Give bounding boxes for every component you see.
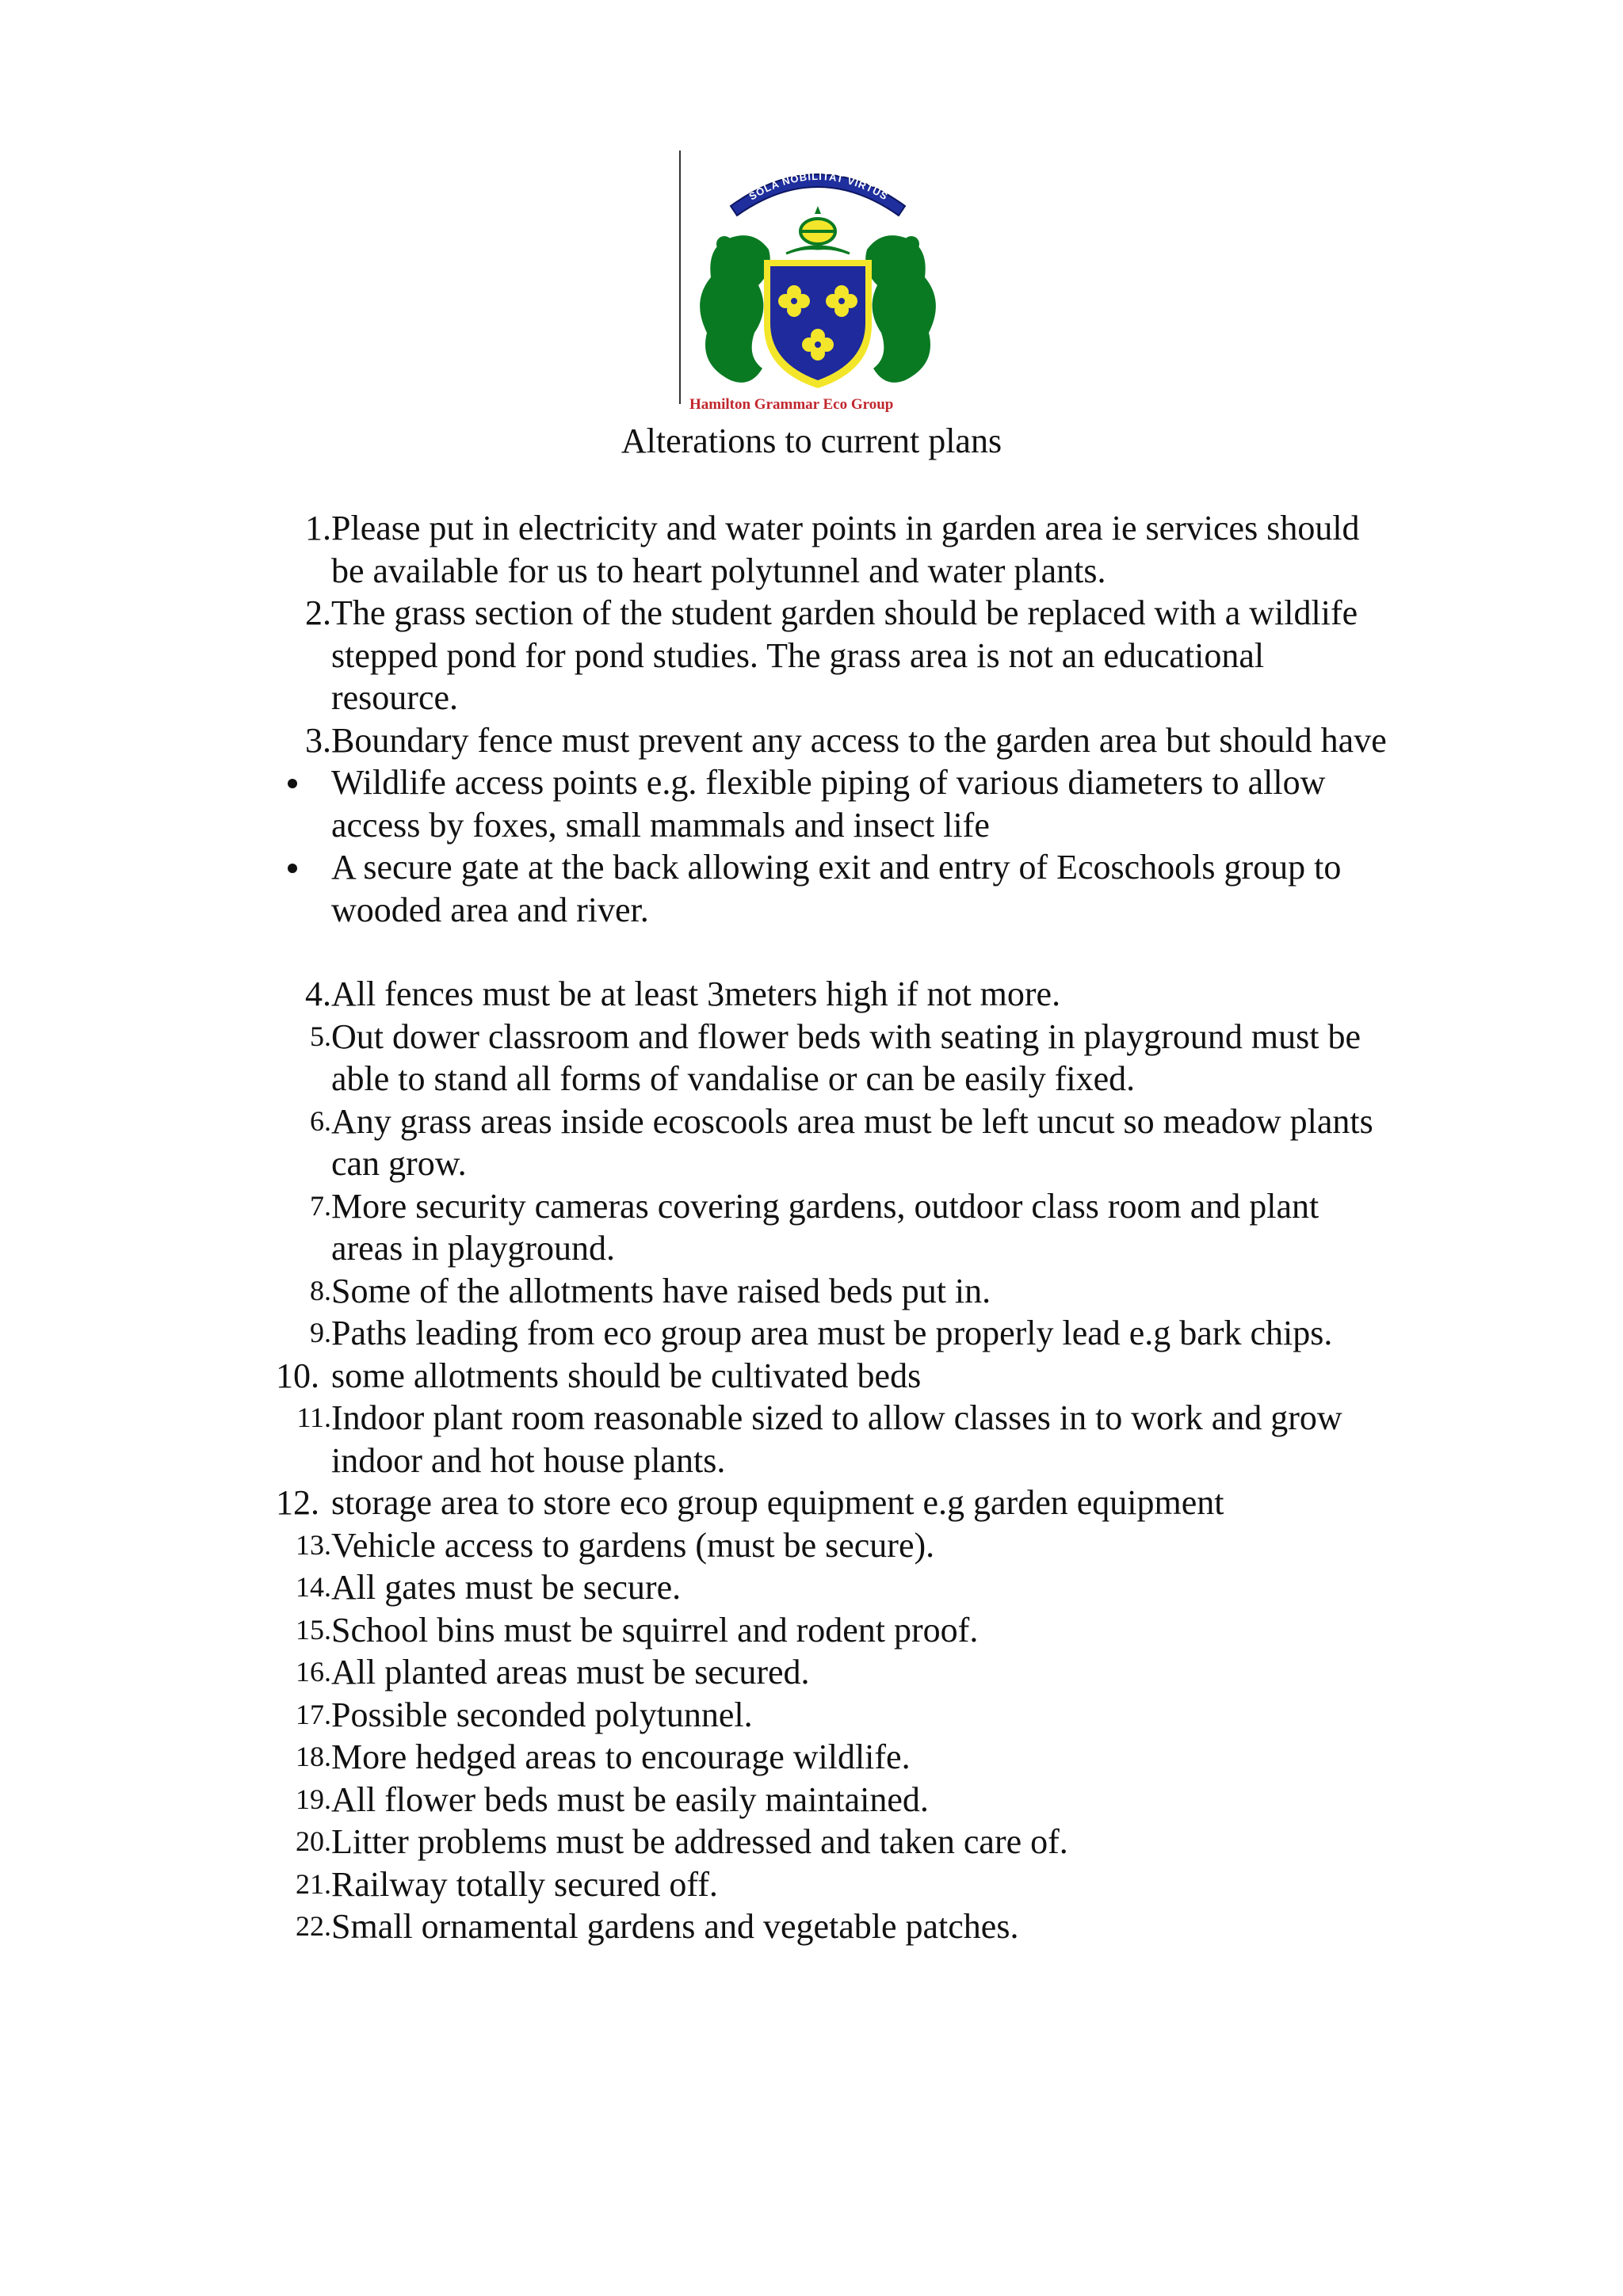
item-text: Please put in electricity and water points in garden area ie services should be available for us to heart polytunnel and water plants. xyxy=(331,509,1360,590)
item-number: 22. xyxy=(296,1910,331,1942)
item-text: More hedged areas to encourage wildlife. xyxy=(331,1737,911,1776)
list-item xyxy=(0,1651,1623,1694)
item-number: 2. xyxy=(305,593,331,632)
bullet-item xyxy=(0,846,1623,931)
list-item xyxy=(0,1397,1623,1482)
logo-caption: Hamilton Grammar Eco Group xyxy=(689,396,894,413)
list-item xyxy=(0,1016,1623,1100)
list-item xyxy=(0,1100,1623,1185)
item-number: 20. xyxy=(296,1825,331,1857)
list-item xyxy=(0,1185,1623,1270)
item-number: 21. xyxy=(296,1867,331,1900)
item-number: 8. xyxy=(310,1274,331,1306)
list-item xyxy=(0,1270,1623,1313)
list-item xyxy=(0,1566,1623,1609)
list-item xyxy=(0,1821,1623,1863)
item-text: Indoor plant room reasonable sized to allow classes in to work and grow indoor and hot house plants. xyxy=(331,1398,1342,1480)
item-text: storage area to store eco group equipment e.g garden equipment xyxy=(331,1483,1224,1522)
item-text: Boundary fence must prevent any access to the garden area but should have xyxy=(331,720,1387,760)
item-number: 19. xyxy=(296,1783,331,1815)
item-text: Wildlife access points e.g. flexible piping of various diameters to allow access by foxes, small mammals and insect life xyxy=(331,763,1326,845)
item-number: 11. xyxy=(296,1402,331,1433)
item-text: Possible seconded polytunnel. xyxy=(331,1695,753,1734)
list-item xyxy=(0,1312,1623,1355)
list-item xyxy=(0,1524,1623,1567)
item-number: 10. xyxy=(276,1356,319,1395)
item-text: some allotments should be cultivated beds xyxy=(331,1356,922,1395)
item-number: 15. xyxy=(296,1613,331,1646)
list-item xyxy=(0,1355,1623,1398)
logo-motto: SOLA NOBILITAT VIRTUS xyxy=(747,170,891,203)
list-item xyxy=(0,719,1623,762)
item-number: 7. xyxy=(310,1189,331,1222)
list-item xyxy=(0,592,1623,719)
item-number: 14. xyxy=(296,1571,331,1603)
item-text: All planted areas must be secured. xyxy=(331,1653,810,1691)
list-item xyxy=(0,1905,1623,1948)
item-number: 9. xyxy=(310,1317,331,1348)
item-text: Any grass areas inside ecoscools area must be left uncut so meadow plants can grow. xyxy=(331,1101,1373,1183)
item-number: 16. xyxy=(296,1656,331,1688)
item-number: 6. xyxy=(310,1104,331,1137)
bullet-icon xyxy=(288,779,297,788)
item-number: 1. xyxy=(305,509,331,547)
item-text: The grass section of the student garden should be replaced with a wildlife stepped pond for pond studies. The grass area is not an educational resource. xyxy=(331,593,1358,717)
item-text: Small ornamental gardens and vegetable patches. xyxy=(331,1907,1019,1946)
item-text: School bins must be squirrel and rodent proof. xyxy=(331,1610,979,1650)
list-item xyxy=(0,1863,1623,1906)
item-text: Railway totally secured off. xyxy=(331,1864,718,1904)
item-number: 13. xyxy=(296,1528,331,1561)
crest-logo xyxy=(675,151,960,420)
list-item xyxy=(0,1779,1623,1821)
item-text: All flower beds must be easily maintained. xyxy=(331,1779,929,1819)
page-title: Alterations to current plans xyxy=(621,421,1002,460)
bullet-icon xyxy=(288,864,297,873)
bullet-item xyxy=(0,761,1623,846)
item-text: Some of the allotments have raised beds put in. xyxy=(331,1271,991,1310)
item-number: 18. xyxy=(296,1741,331,1772)
item-text: A secure gate at the back allowing exit and entry of Ecoschools group to wooded area and river. xyxy=(331,848,1342,929)
item-text: More security cameras covering gardens, outdoor class room and plant areas in playground. xyxy=(331,1186,1319,1268)
list-item xyxy=(0,1694,1623,1737)
item-text: Litter problems must be addressed and taken care of. xyxy=(331,1822,1068,1861)
item-text: Paths leading from eco group area must be properly lead e.g bark chips. xyxy=(331,1314,1333,1352)
list-item xyxy=(0,1736,1623,1779)
item-text: All fences must be at least 3meters high if not more. xyxy=(331,974,1061,1013)
item-number: 12. xyxy=(276,1483,319,1522)
item-text: All gates must be secure. xyxy=(331,1568,682,1607)
item-number: 5. xyxy=(310,1020,331,1052)
list-item xyxy=(0,1609,1623,1652)
item-number: 17. xyxy=(296,1698,331,1730)
alterations-list xyxy=(0,507,1623,1948)
item-number: 4. xyxy=(305,974,331,1013)
item-number: 3. xyxy=(305,720,331,760)
crest-icon xyxy=(675,151,960,404)
item-text: Vehicle access to gardens (must be secure). xyxy=(331,1525,935,1565)
list-item xyxy=(0,973,1623,1016)
list-item xyxy=(0,1482,1623,1524)
list-item xyxy=(0,507,1623,592)
item-text: Out dower classroom and flower beds with seating in playground must be able to stand all forms of vandalise or can be easily fixed. xyxy=(331,1016,1361,1098)
